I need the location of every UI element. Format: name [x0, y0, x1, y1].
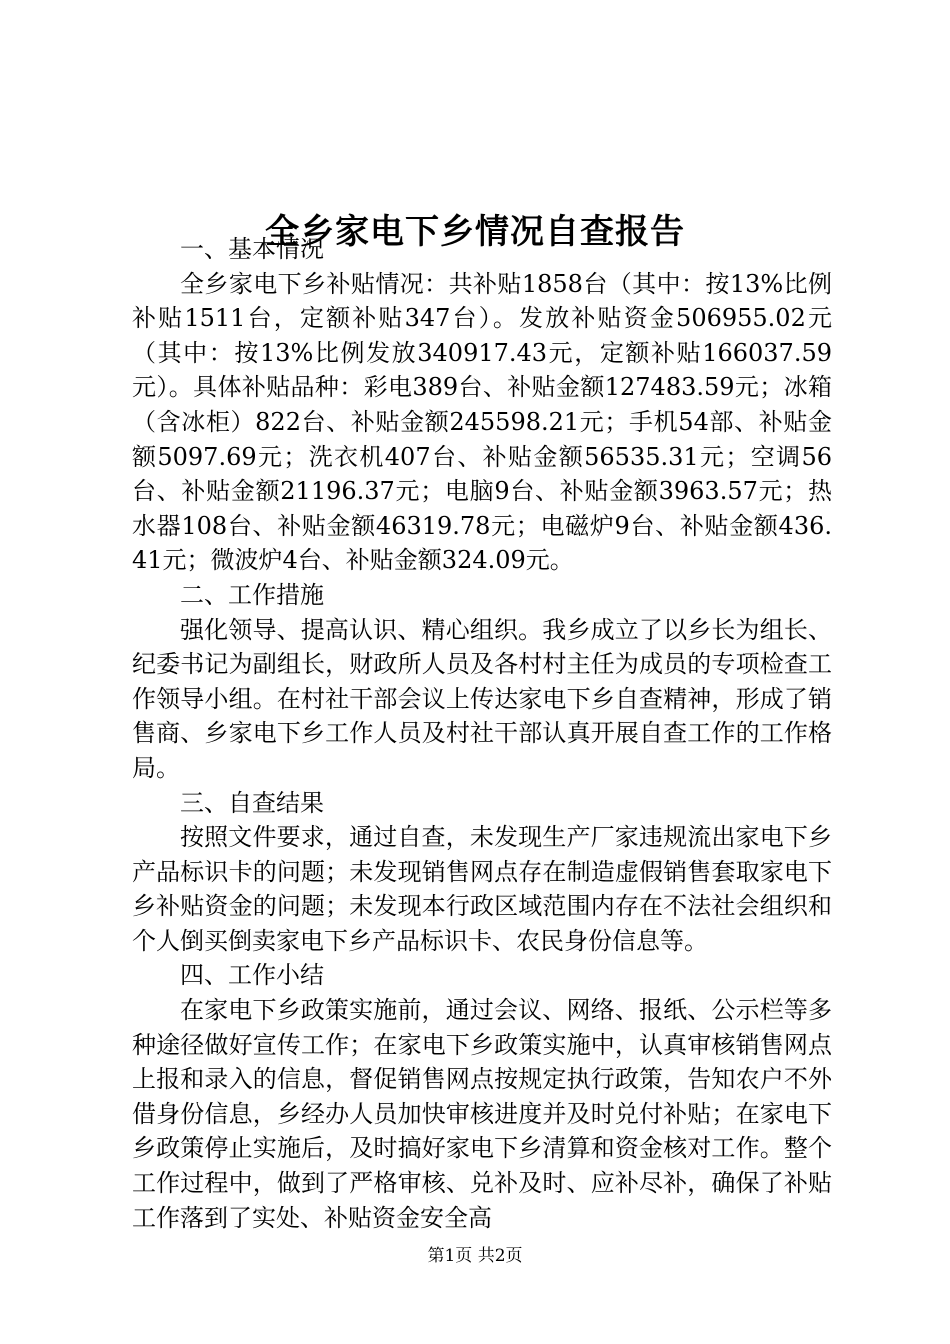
section-paragraph-basic-info: 全乡家电下乡补贴情况：共补贴1858台（其中：按13%比例补贴1511台，定额补贴347台）。发放补贴资金506955.02元（其中：按13%比例发放340917.43元，定额补贴166037.59元）。具体补贴品种：彩电389台、补贴金额127483.59元；冰箱（含冰柜）822台、补贴金额245598.21元；手机54部、补贴金额5097.69元；洗衣机407台、补贴金额56535.31元；空调56台、补贴金额21196.37元；电脑9台、补贴金额3963.57元；热水器108台、补贴金额46319.78元；电磁炉9台、补贴金额436.41元；微波炉4台、补贴金额324.09元。 — [132, 269, 832, 575]
page-title: 全乡家电下乡情况自查报告 — [265, 211, 685, 252]
section-heading-summary: 四、工作小结 — [180, 961, 324, 990]
section-paragraph-results: 按照文件要求，通过自查，未发现生产厂家违规流出家电下乡产品标识卡的问题；未发现销售网点存在制造虚假销售套取家电下乡补贴资金的问题；未发现本行政区域范围内存在不法社会组织和个人倒买倒卖家电下乡产品标识卡、农民身份信息等。 — [132, 823, 832, 955]
section-heading-measures: 二、工作措施 — [180, 580, 324, 609]
section-paragraph-summary: 在家电下乡政策实施前，通过会议、网络、报纸、公示栏等多种途径做好宣传工作；在家电下乡政策实施中，认真审核销售网点上报和录入的信息，督促销售网点按规定执行政策，告知农户不外借身份信息，乡经办人员加快审核进度并及时兑付补贴；在家电下乡政策停止实施后，及时搞好家电下乡清算和资金核对工作。整个工作过程中，做到了严格审核、兑补及时、应补尽补，确保了补贴工作落到了实处、补贴资金安全高 — [132, 996, 832, 1232]
section-heading-results: 三、自查结果 — [180, 788, 324, 817]
document-body — [132, 232, 832, 1235]
section-heading-basic-info: 一、基本情况 — [180, 235, 324, 263]
section-paragraph-measures: 强化领导、提高认识、精心组织。我乡成立了以乡长为组长、纪委书记为副组长，财政所人员及各村村主任为成员的专项检查工作领导小组。在村社干部会议上传达家电下乡自查精神，形成了销售商、乡家电下乡工作人员及村社干部认真开展自查工作的工作格局。 — [132, 615, 832, 782]
page-footer: 第1页 共2页 — [427, 1246, 523, 1266]
